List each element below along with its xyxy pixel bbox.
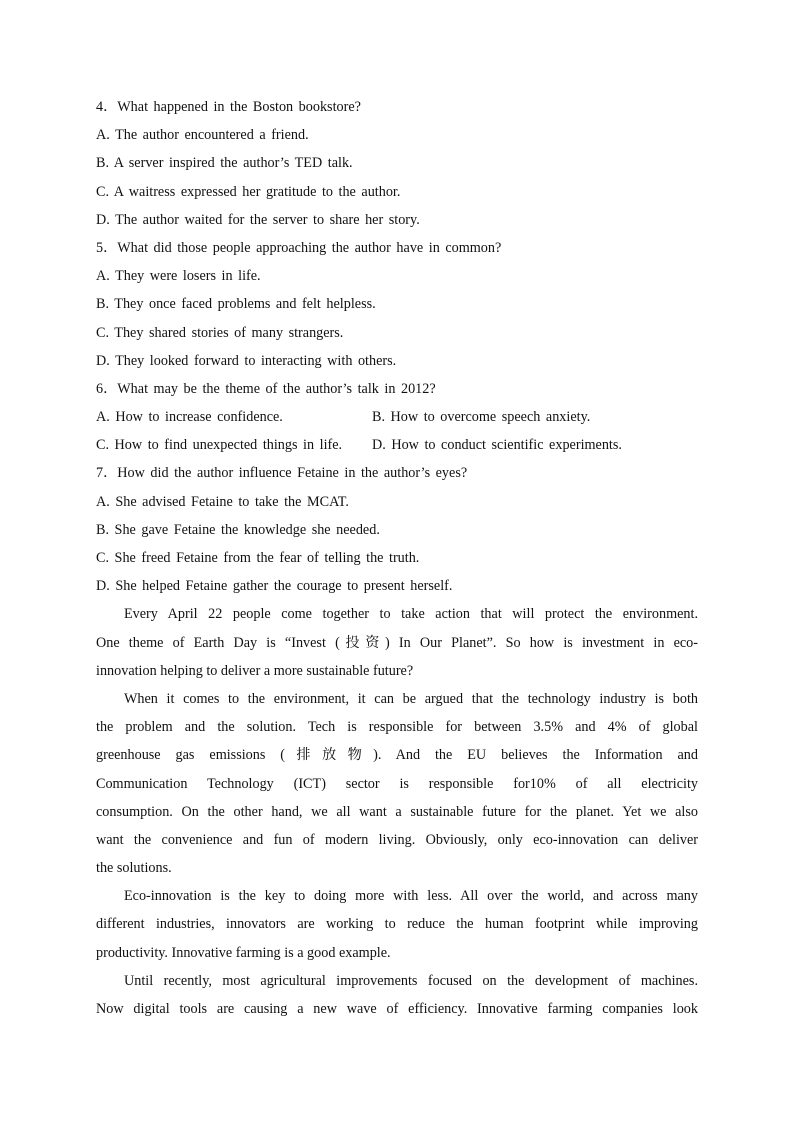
document-page [96, 93, 698, 1023]
question-6-option-b: B. How to overcome speech anxiety. [372, 409, 591, 426]
question-4-option-a: A. The author encountered a friend. [96, 127, 309, 144]
question-4-option-b: B. A server inspired the author’s TED talk. [96, 155, 353, 172]
passage-line: different industries, innovators are working to reduce the human footprint while improving [96, 916, 698, 933]
passage-paragraph-4 [96, 967, 698, 1023]
question-5-option-a: A. They were losers in life. [96, 268, 261, 285]
question-5-option-b: B. They once faced problems and felt helpless. [96, 296, 376, 313]
question-7-option-b: B. She gave Fetaine the knowledge she needed. [96, 521, 380, 538]
passage-line: consumption. On the other hand, we all want a sustainable future for the planet. Yet we also [96, 803, 698, 820]
question-6-stem: 6．What may be the theme of the author’s talk in 2012? [96, 380, 436, 397]
question-4-stem: 4．What happened in the Boston bookstore? [96, 99, 361, 115]
passage-line: the solutions. [96, 860, 172, 877]
passage-line: productivity. Innovative farming is a good example. [96, 944, 391, 961]
passage-paragraph-1 [96, 600, 698, 685]
passage-line-text: Every April 22 people come together to take action that will protect the environment. [124, 606, 698, 623]
question-7-option-a: A. She advised Fetaine to take the MCAT. [96, 493, 349, 510]
passage-line [96, 600, 698, 628]
question-6-option-a: A. How to increase confidence. [96, 409, 283, 426]
passage-line: want the convenience and fun of modern living. Obviously, only eco-innovation can deliver [96, 831, 698, 848]
passage-line [96, 882, 698, 910]
passage-line: innovation helping to deliver a more sustainable future? [96, 662, 414, 679]
question-7-option-d: D. She helped Fetaine gather the courage to present herself. [96, 578, 453, 595]
passage-line-text: Eco-innovation is the key to doing more with less. All over the world, and across many [124, 888, 698, 905]
passage-line: One theme of Earth Day is “Invest (投资) In Our Planet”. So how is investment in eco- [96, 634, 698, 651]
question-6-option-c: C. How to find unexpected things in life. [96, 437, 343, 454]
passage-paragraph-2 [96, 685, 698, 882]
question-7-stem: 7．How did the author influence Fetaine in the author’s eyes? [96, 465, 468, 482]
passage-line: greenhouse gas emissions (排放物). And the EU believes the Information and [96, 747, 698, 764]
question-5-option-c: C. They shared stories of many strangers. [96, 324, 344, 341]
passage-line: Communication Technology (ICT) sector is responsible for10% of all electricity [96, 775, 698, 792]
passage-line: Now digital tools are causing a new wave of efficiency. Innovative farming companies look [96, 1001, 698, 1017]
question-4-option-c: C. A waitress expressed her gratitude to the author. [96, 183, 401, 200]
passage-line [96, 685, 698, 713]
question-6-options-row-1 [96, 403, 698, 431]
passage-line [96, 967, 698, 995]
passage-paragraph-3 [96, 882, 698, 967]
question-6-option-d: D. How to conduct scientific experiments. [372, 437, 622, 454]
question-6-options-row-2 [96, 431, 698, 459]
passage-line-text: When it comes to the environment, it can be argued that the technology industry is both [124, 690, 698, 707]
question-7-option-c: C. She freed Fetaine from the fear of telling the truth. [96, 550, 420, 566]
passage-line: the problem and the solution. Tech is responsible for between 3.5% and 4% of global [96, 719, 698, 736]
passage-line-text: Until recently, most agricultural improvements focused on the development of machines. [124, 972, 698, 989]
question-4-option-d: D. The author waited for the server to share her story. [96, 211, 420, 228]
question-5-option-d: D. They looked forward to interacting with others. [96, 352, 397, 369]
question-5-stem: 5．What did those people approaching the author have in common? [96, 239, 502, 256]
